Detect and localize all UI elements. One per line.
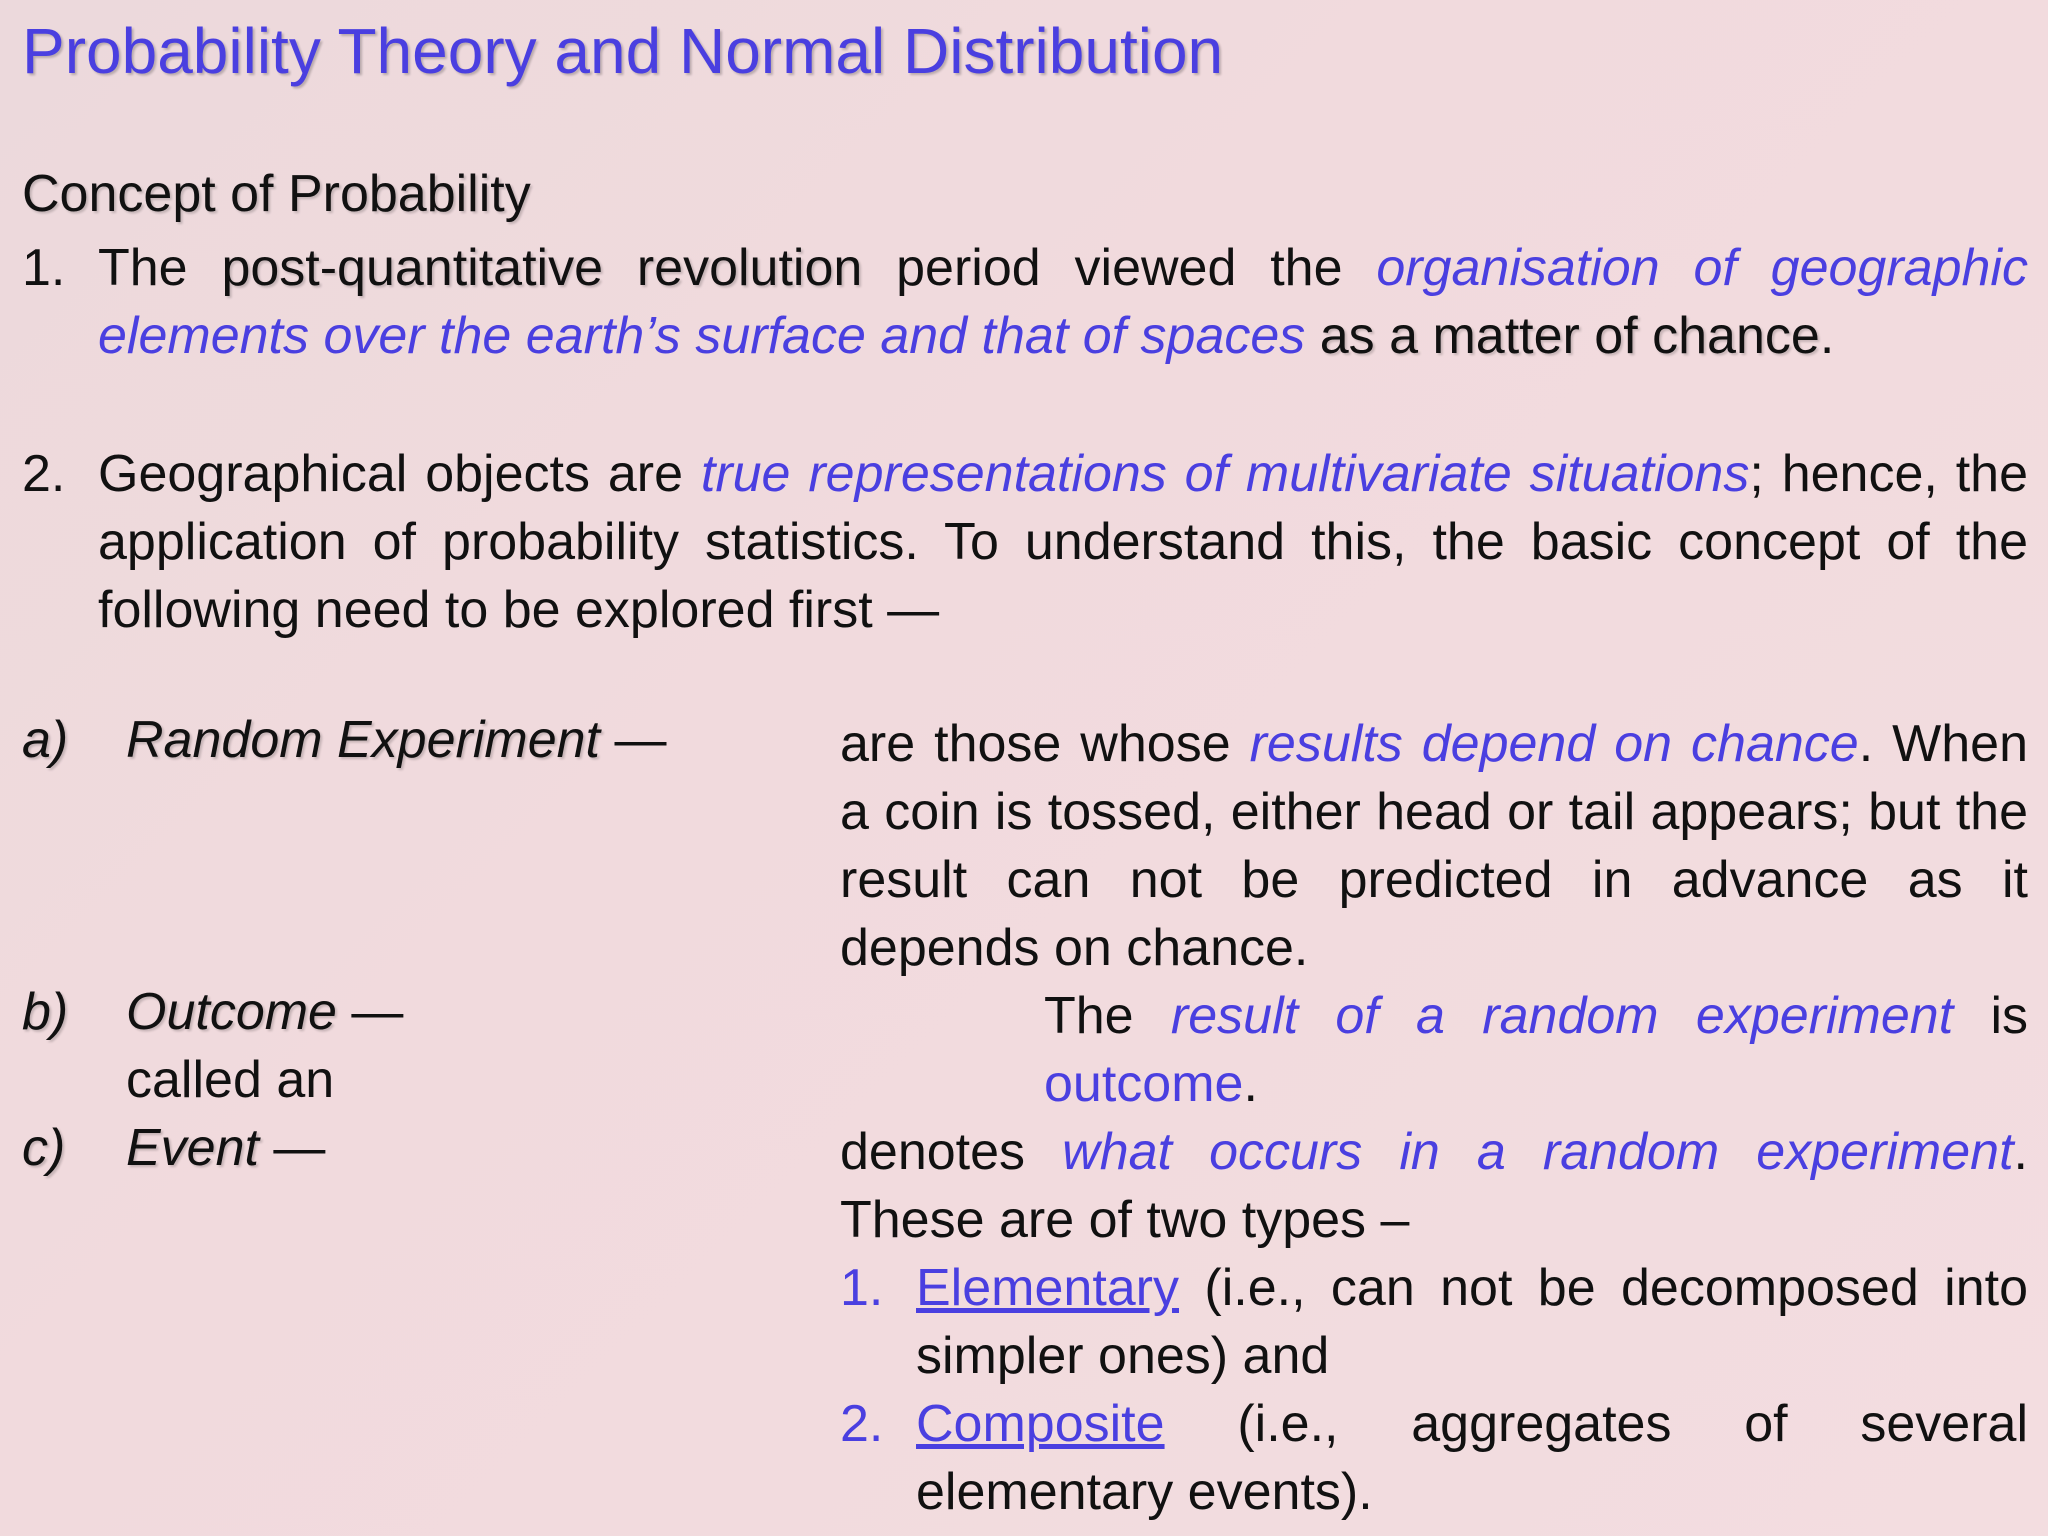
item-a-term: Random Experiment	[126, 711, 600, 769]
event-type-name: Elementary	[916, 1259, 1179, 1317]
event-type-number: 1.	[840, 1259, 884, 1317]
event-type-number: 2.	[840, 1395, 884, 1453]
event-type-text: Elementary (i.e., can not be decomposed into simpler ones) and	[916, 1259, 2028, 1385]
point-2-text: Geographical objects are true representations of multivariate situations; hence, the application of probability statistics. To understand this, the basic concept of the following need to be explored first —	[98, 445, 2028, 639]
key-phrase: as a matter of chance	[1305, 307, 1820, 365]
item-b-term: Outcome	[126, 983, 337, 1041]
event-type-elementary	[840, 1254, 2028, 1390]
item-a-definition: are those whose results depend on chance. When a coin is tossed, either head or tail appears; but the result can not be predicted in advance as it depends on chance.	[840, 715, 2028, 977]
item-c-marker: c)	[22, 1119, 66, 1177]
section-heading: Concept of Probability	[22, 165, 531, 223]
point-1-number: 1.	[22, 239, 66, 297]
point-1-text: The post-quantitative revolution period viewed the organisation of geographic elements over the earth’s surface and that of spaces as a matter of chance.	[98, 239, 2028, 365]
item-c-term: Event	[126, 1119, 259, 1177]
emphasis-text: what occurs in a random experiment	[1062, 1123, 2014, 1181]
emphasis-text: results depend on chance	[1249, 715, 1859, 773]
item-c-definition: denotes what occurs in a random experiment. These are of two types –	[840, 1123, 2028, 1249]
item-b-label: b) Outcome —	[22, 983, 404, 1041]
emphasis-word: outcome	[1044, 1055, 1244, 1113]
key-term: post-quantitative revolution	[221, 239, 863, 297]
emphasis-text: organisation of geographic elements over the earth’s surface and that of spaces	[98, 239, 2028, 365]
emphasis-text: result of a random experiment	[1170, 987, 1954, 1045]
item-a-marker: a)	[22, 711, 69, 769]
event-type-text: Composite (i.e., aggregates of several elementary events).	[916, 1395, 2028, 1521]
event-type-composite	[840, 1390, 2028, 1526]
point-1	[22, 234, 2028, 370]
emphasis-text: true representations of multivariate situations	[700, 445, 1750, 503]
point-2	[22, 440, 2028, 644]
event-type-name: Composite	[916, 1395, 1165, 1453]
item-b-label-line2: called an	[126, 1051, 335, 1109]
slide-title: Probability Theory and Normal Distribution	[22, 15, 1224, 87]
item-a-label: a) Random Experiment —	[22, 711, 667, 769]
item-b-marker: b)	[22, 983, 69, 1041]
item-c-label: c) Event —	[22, 1119, 326, 1177]
item-b-definition: The result of a random experiment is outcome.	[1044, 987, 2028, 1113]
point-2-number: 2.	[22, 445, 66, 503]
